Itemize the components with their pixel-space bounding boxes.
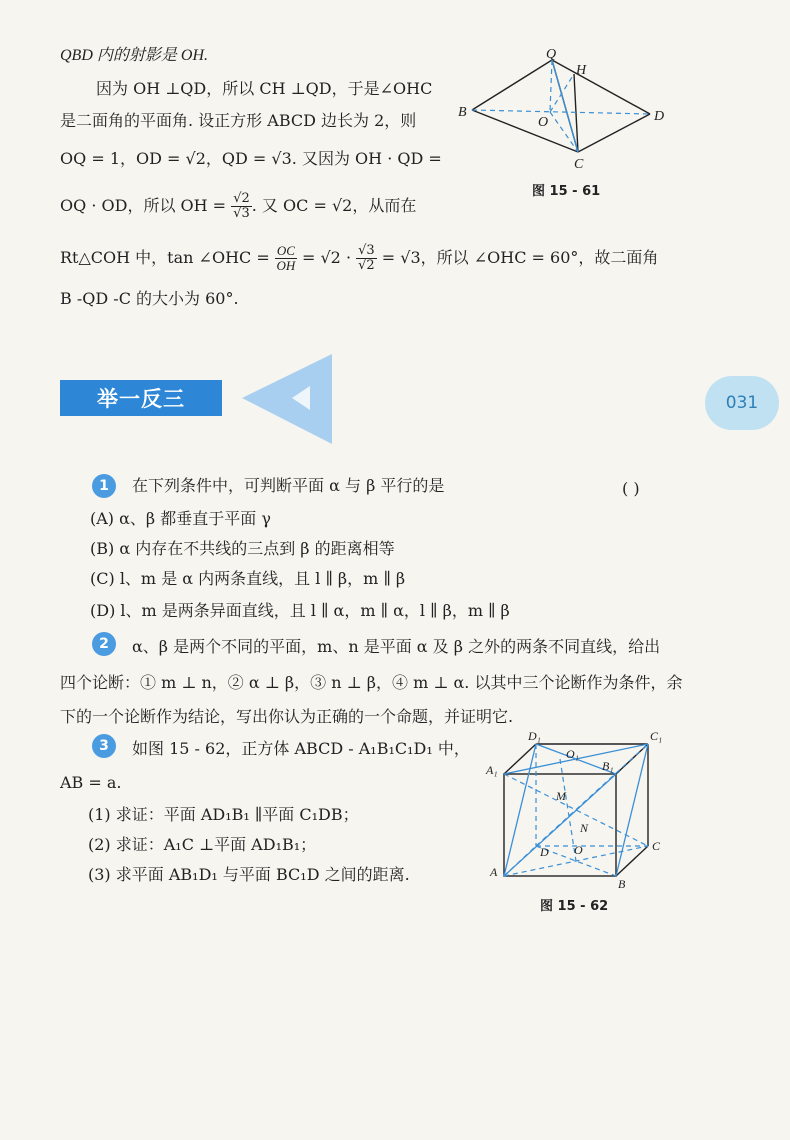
label-a1: A₁ bbox=[486, 763, 498, 777]
problem-3-part-2: (2) 求证：A₁C ⊥平面 AD₁B₁； bbox=[88, 835, 317, 854]
triangle-shape bbox=[242, 354, 332, 444]
edge-qd bbox=[552, 60, 650, 114]
blue-qc bbox=[552, 60, 578, 152]
seg-qo bbox=[550, 60, 552, 112]
problem-2-line-1: α、β 是两个不同的平面，m、n 是平面 α 及 β 之外的两条不同直线，给出 bbox=[132, 637, 661, 656]
label-q: Q bbox=[546, 47, 557, 62]
solution-line-5: OQ · OD，所以 OH = $\frac{√2}{√3}$ . 又 OC = √2，从而在 bbox=[60, 191, 417, 221]
edge-b-c bbox=[616, 846, 648, 876]
label-h: H bbox=[576, 63, 587, 78]
figure-15-61-caption: 图 15 - 61 bbox=[532, 184, 601, 199]
face-a-d1 bbox=[504, 744, 536, 876]
label-o: O bbox=[538, 115, 549, 130]
edge-dc bbox=[578, 114, 650, 152]
edge-cb bbox=[472, 110, 578, 152]
edge-a1-d1 bbox=[504, 744, 536, 774]
problem-2-number: 2 bbox=[92, 632, 116, 656]
solution-line-1: QBD 内的射影是 OH. bbox=[60, 47, 208, 64]
solution-line-4: OQ = 1，OD = √2，QD = √3. 又因为 OH · QD = bbox=[60, 149, 442, 168]
label-c: C bbox=[574, 157, 584, 172]
solution-line-2: 因为 OH ⊥QD，所以 CH ⊥QD，于是∠OHC bbox=[96, 79, 433, 98]
problem-2-line-3: 下的一个论断作为结论，写出你认为正确的一个命题，并证明它. bbox=[60, 707, 514, 726]
problem-3-line-2: AB = a. bbox=[60, 773, 122, 792]
section-triangle-decor bbox=[236, 350, 336, 450]
label-b: B bbox=[458, 105, 467, 120]
problem-1-option-a: (A) α、β 都垂直于平面 γ bbox=[90, 509, 271, 528]
problem-1-stem: 在下列条件中，可判断平面 α 与 β 平行的是 bbox=[132, 476, 445, 495]
label-d: D bbox=[540, 845, 549, 859]
label-c1: C₁ bbox=[650, 730, 663, 743]
problem-3-part-3: (3) 求平面 AB₁D₁ 与平面 BC₁D 之间的距离. bbox=[88, 865, 410, 884]
solution-line-3: 是二面角的平面角. 设正方形 ABCD 边长为 2，则 bbox=[60, 111, 417, 130]
label-o1: O₁ bbox=[566, 747, 579, 761]
page-number-badge: 031 bbox=[705, 376, 779, 430]
label-n: N bbox=[580, 821, 589, 835]
label-a: A bbox=[490, 865, 498, 879]
label-b: B bbox=[618, 877, 626, 890]
face-b-c1 bbox=[616, 744, 648, 876]
label-d: D bbox=[654, 109, 665, 124]
problem-3-part-1: (1) 求证：平面 AD₁B₁ ∥平面 C₁DB； bbox=[88, 805, 359, 824]
label-c: C bbox=[652, 839, 661, 853]
figure-15-62-caption: 图 15 - 62 bbox=[540, 899, 609, 914]
problem-1-option-b: (B) α 内存在不共线的三点到 β 的距离相等 bbox=[90, 539, 395, 558]
solution-line-7: B -QD -C 的大小为 60°. bbox=[60, 289, 239, 308]
label-d1: D₁ bbox=[528, 730, 541, 743]
label-b1: B₁ bbox=[602, 759, 614, 773]
problem-3-line-1: 如图 15 - 62，正方体 ABCD - A₁B₁C₁D₁ 中， bbox=[132, 739, 470, 758]
label-o: O bbox=[574, 843, 583, 857]
figure-15-62 bbox=[484, 730, 674, 890]
fraction-oc-oh: $\frac{OC}{OH}$ bbox=[276, 243, 296, 273]
problem-1-option-d: (D) l、m 是两条异面直线，且 l ∥ α，m ∥ α，l ∥ β，m ∥ β bbox=[90, 601, 510, 620]
label-m: M bbox=[556, 789, 566, 803]
fraction-oh: $\frac{√2}{√3}$ bbox=[233, 191, 250, 221]
problem-2-line-2: 四个论断：① m ⊥ n，② α ⊥ β，③ n ⊥ β，④ m ⊥ α. 以其中三个论断作为条件，余 bbox=[60, 673, 683, 692]
diag-bd bbox=[472, 110, 650, 114]
figure-15-61 bbox=[450, 46, 680, 176]
problem-1-option-c: (C) l、m 是 α 内两条直线，且 l ∥ β，m ∥ β bbox=[90, 569, 406, 588]
problem-1-number: 1 bbox=[92, 474, 116, 498]
section-title: 举一反三 bbox=[60, 380, 222, 416]
problem-3-number: 3 bbox=[92, 734, 116, 758]
problem-1-answer-bracket: ( ) bbox=[622, 479, 640, 498]
solution-line-6: Rt△COH 中，tan ∠OHC = $\frac{OC}{OH}$ = √2 · $\frac{√3}{√2}$ = √3，所以 ∠OHC = 60°，故二面角 bbox=[60, 243, 659, 273]
edge-bq bbox=[472, 60, 552, 110]
fraction-sqrt3-sqrt2: $\frac{√3}{√2}$ bbox=[358, 243, 375, 273]
